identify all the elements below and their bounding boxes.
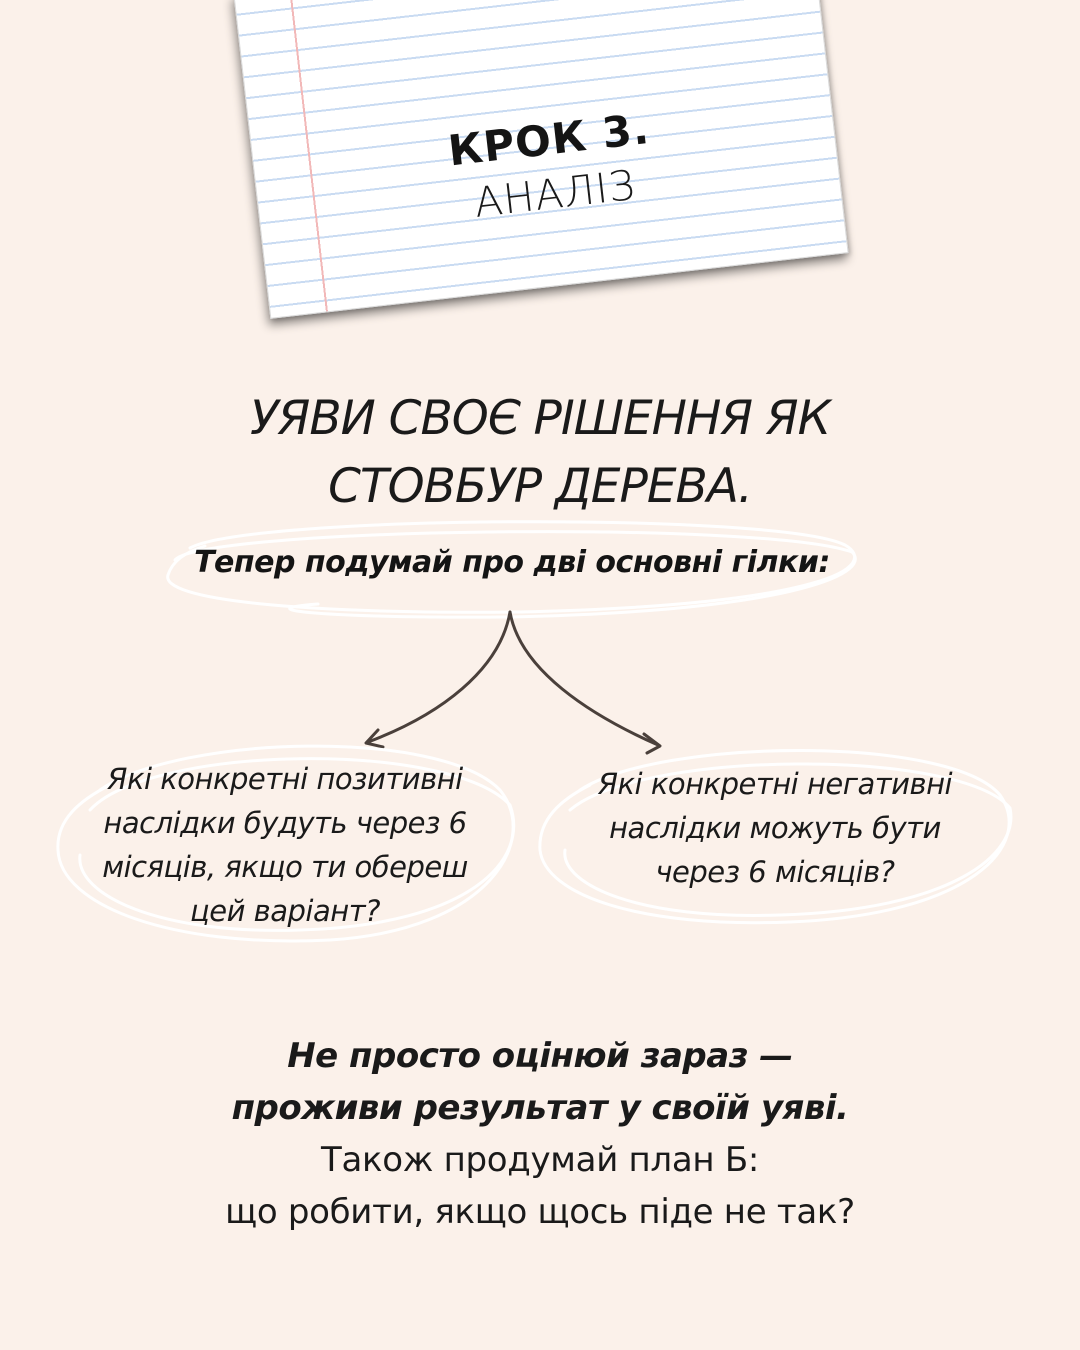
positive-branch-line-4: цей варіант? [190,894,380,928]
footer-line-4: що робити, якщо щось піде не так? [225,1192,855,1232]
footer-line-1: Не просто оцінюй зараз — [287,1036,793,1076]
positive-branch-bubble [70,757,500,933]
footer-line-2: проживи результат у своїй уяві. [231,1088,849,1128]
headline-line-2: СТОВБУР ДЕРЕВА. [328,459,752,514]
headline-line-1: УЯВИ СВОЄ РІШЕННЯ ЯК [250,391,830,446]
step-title: КРОК 3. [445,103,652,176]
positive-branch-line-3: місяців, якщо ти обереш [102,850,468,884]
positive-branch-line-1: Які конкретні позитивні [107,762,463,796]
branch-arrows [366,612,660,753]
footer-line-3: Також продумай план Б: [320,1140,760,1180]
step-subtitle: АНАЛІЗ [471,160,639,227]
subheading: Тепер подумай про дві основні гілки: [194,545,830,580]
negative-branch-line-3: через 6 місяців? [655,855,895,889]
main-headline [0,385,1080,521]
negative-branch-bubble [560,762,990,894]
negative-branch-line-2: наслідки можуть бути [609,811,941,845]
positive-branch-line-2: наслідки будуть через 6 [103,806,467,840]
negative-branch-line-1: Які конкретні негативні [597,767,953,801]
footer-text [0,1030,1080,1238]
